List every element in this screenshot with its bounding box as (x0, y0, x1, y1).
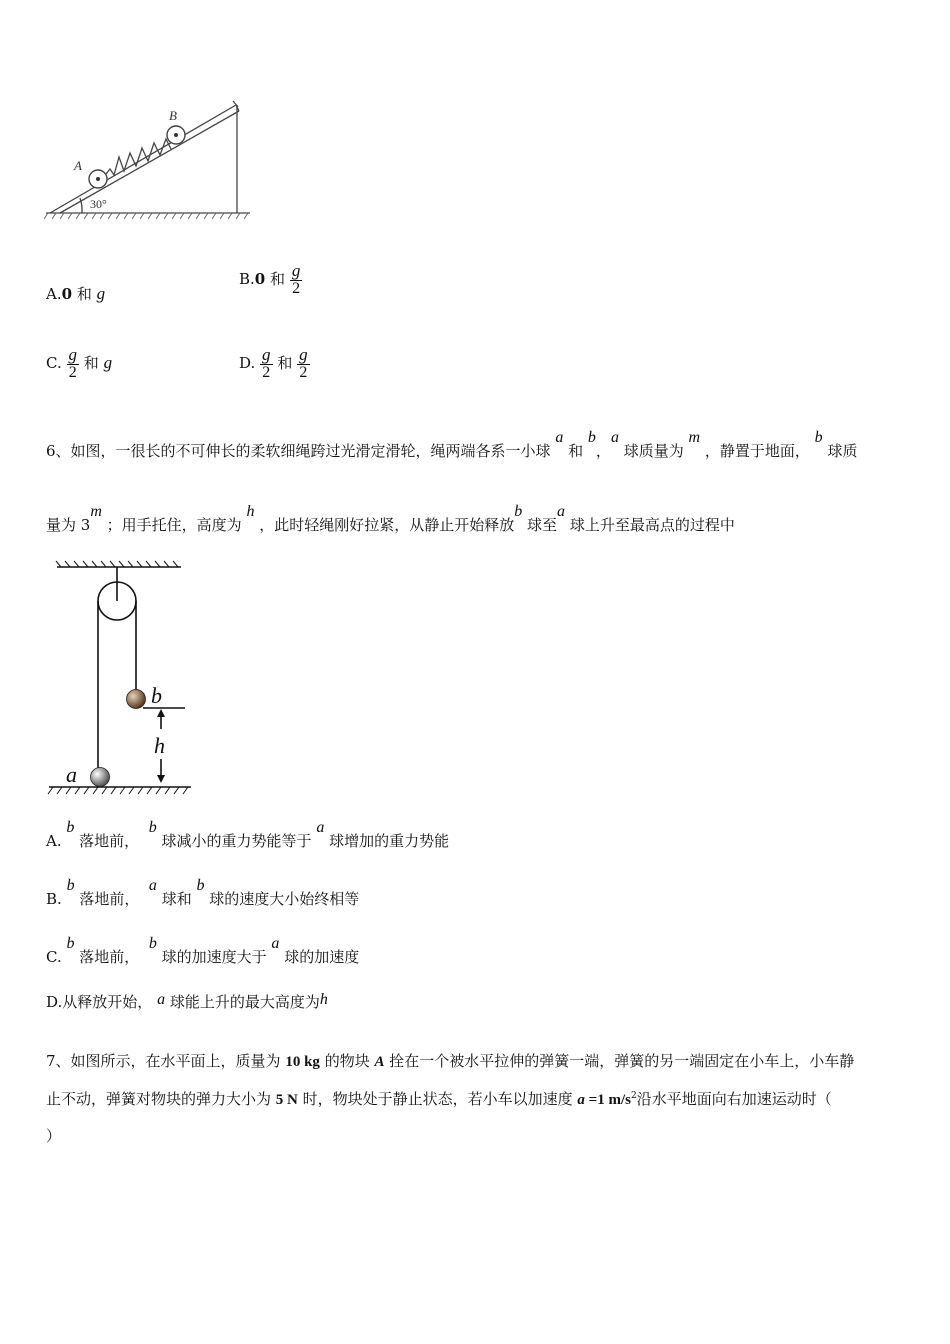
q5-option-d[interactable]: D. $\frac{g}{2}$ 和 $\frac{g}{2}$ (239, 345, 308, 381)
q6-option-c[interactable]: C. b 落地前， b 球的加速度大于 a 球的加速度 (46, 935, 360, 966)
incline-figure (40, 95, 260, 225)
ball-b (127, 690, 146, 709)
pulley-figure (45, 555, 195, 805)
q7-line3: ） (46, 1127, 62, 1145)
label-a: A (74, 158, 82, 173)
label-h: h (154, 733, 165, 758)
q5-option-b[interactable]: B.0 和 $\frac{g}{2}$ (239, 261, 301, 297)
fraction: $\frac{g}{2}$ (68, 345, 77, 381)
angle-label: 30° (90, 197, 107, 211)
label-b: b (151, 683, 162, 708)
ball-a (91, 768, 110, 787)
q7-line2: 止不动，弹簧对物块的弹力大小为 5 N 时，物块处于静止状态，若小车以加速度 a =1 $m/s^2$沿水平地面向右加速运动时（ (46, 1090, 832, 1108)
q5-option-c[interactable]: C. $\frac{g}{2}$ 和 g (46, 345, 113, 381)
ball-a (89, 170, 107, 188)
q5-option-a[interactable]: A.0 和 g (46, 284, 106, 303)
q7-line1: 7、如图所示，在水平面上，质量为 10 kg 的物块 A 拴在一个被水平拉伸的弹簧一端，弹簧的另一端固定在小车上，小车静 (46, 1052, 855, 1070)
q6-option-d[interactable]: D.从释放开始， a 球能上升的最大高度为h (46, 991, 328, 1011)
q6-option-a[interactable]: A. b 落地前， b 球减小的重力势能等于 a 球增加的重力势能 (46, 819, 450, 850)
q6-stem-line1: 6、如图，一很长的不可伸长的柔软细绳跨过光滑定滑轮，绳两端各系一小球 a 和 b，a 球质量为 m ，静置于地面， b 球质 (46, 429, 858, 460)
fraction: $\frac{g}{2}$ (299, 345, 308, 381)
label-b: B (169, 108, 177, 123)
fraction: $\frac{g}{2}$ (291, 261, 301, 297)
ball-b (167, 126, 185, 144)
fraction: $\frac{g}{2}$ (262, 345, 271, 381)
q6-option-b[interactable]: B. b 落地前， a 球和 b 球的速度大小始终相等 (46, 877, 360, 908)
label-a: a (66, 762, 77, 787)
q6-stem-line2: 量为 3m ；用手托住，高度为 h ，此时轻绳刚好拉紧，从静止开始释放b 球至a 球上升至最高点的过程中 (46, 503, 735, 534)
